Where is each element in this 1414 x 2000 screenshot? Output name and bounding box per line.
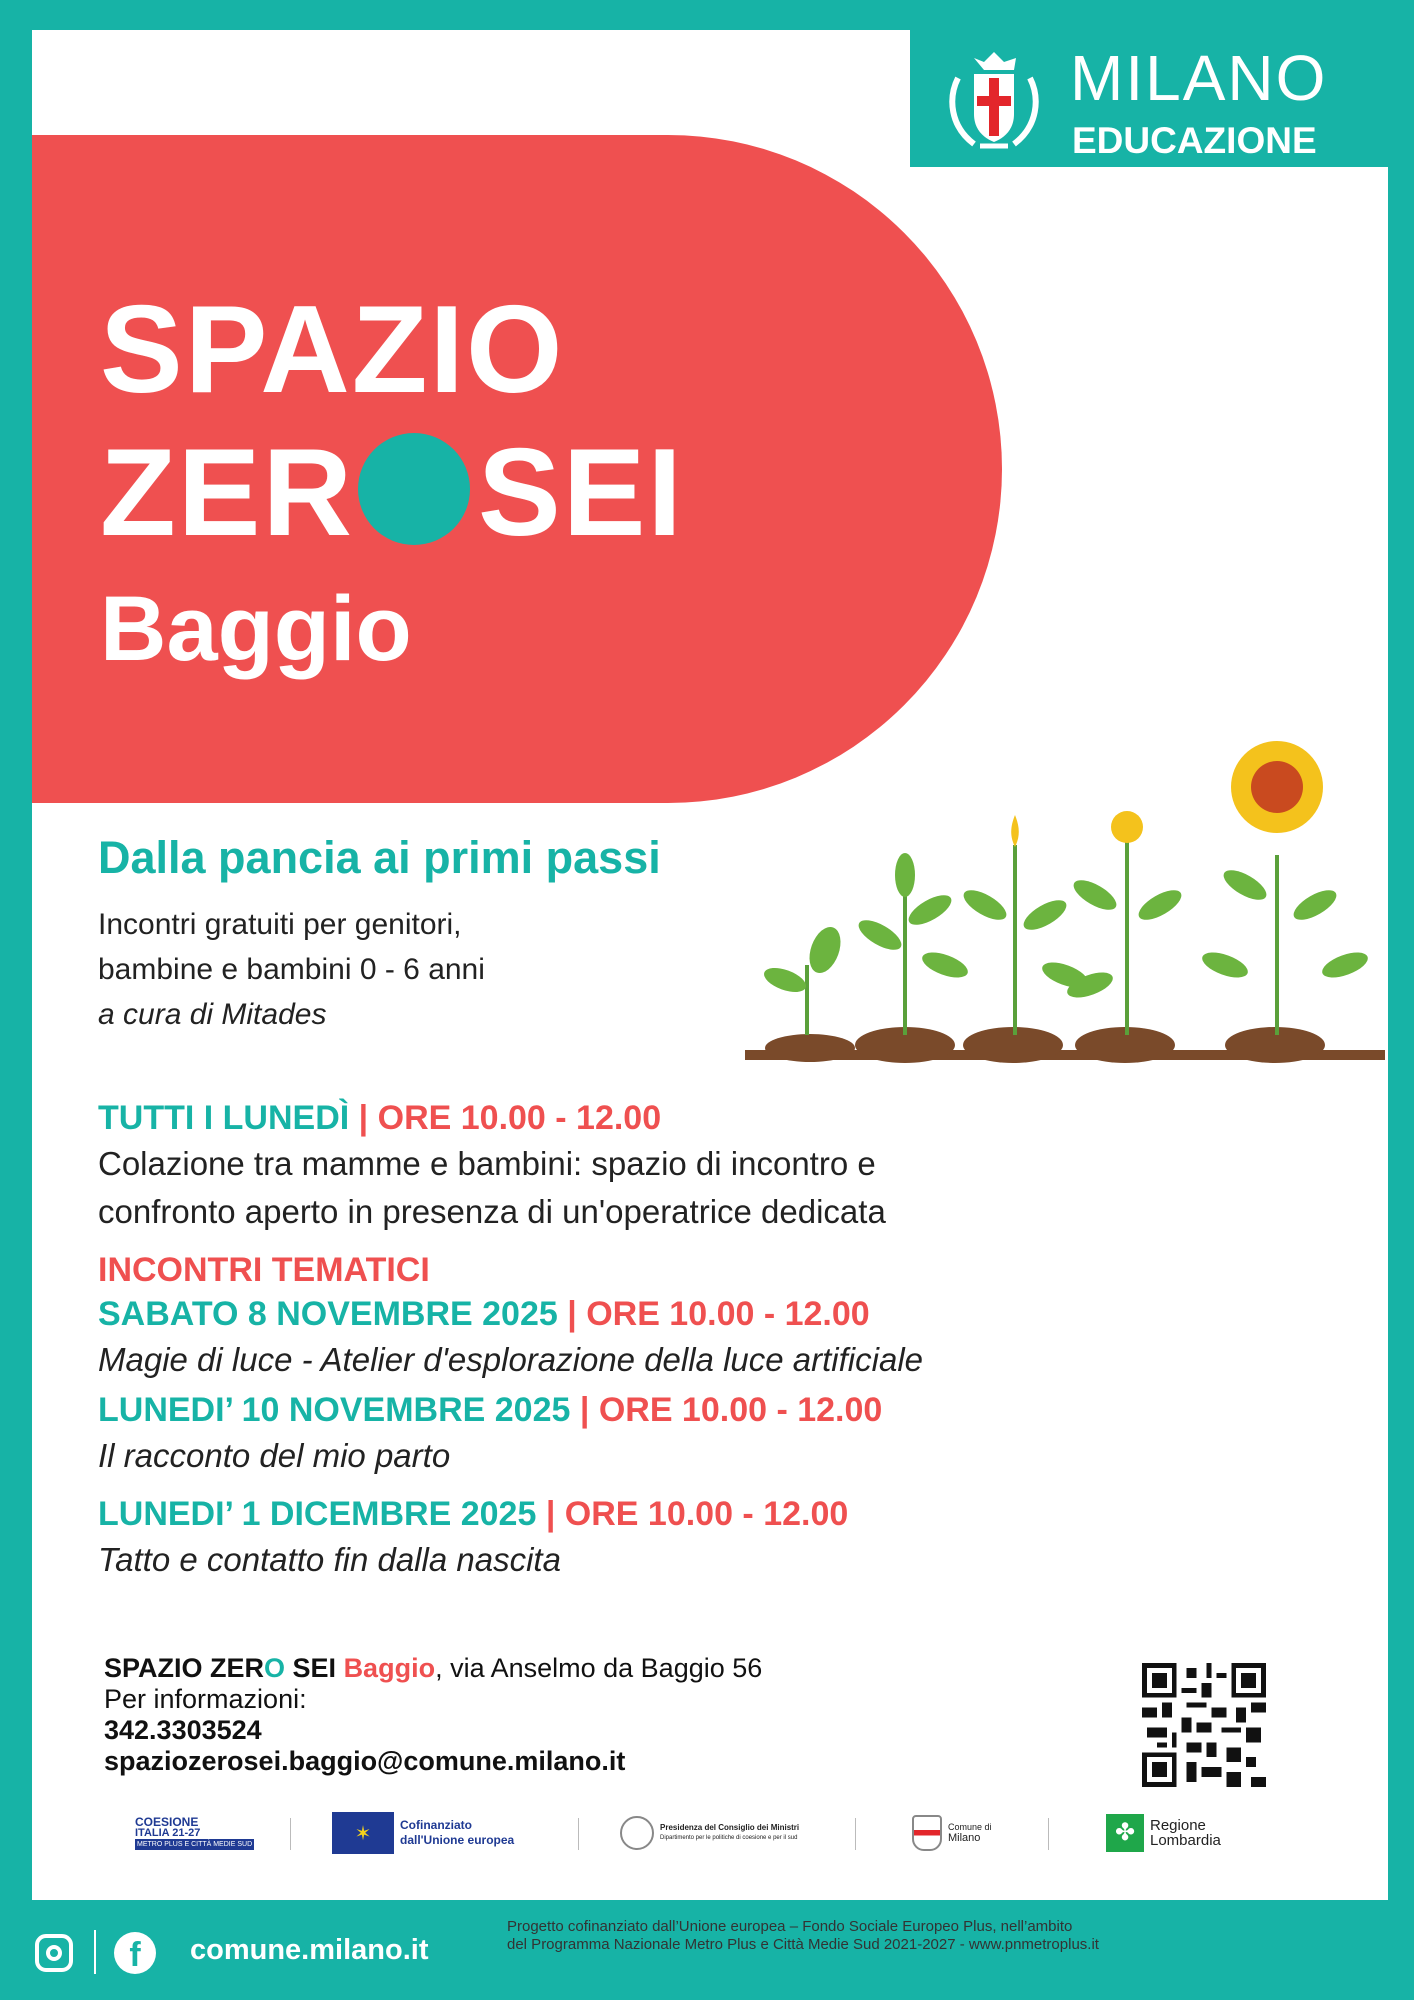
event-heading: [98, 1388, 1358, 1432]
separator: |: [358, 1099, 369, 1137]
event-date: SABATO 8 NOVEMBRE 2025: [98, 1295, 558, 1333]
facebook-icon[interactable]: f: [114, 1932, 156, 1974]
venue-name-baggio: Baggio: [343, 1653, 436, 1683]
venue-line: [104, 1653, 762, 1684]
thematic-title: INCONTRI TEMATICI: [98, 1251, 430, 1289]
logo-text: Lombardia: [1150, 1832, 1221, 1849]
event-title: Tatto e contatto fin dalla nascita: [98, 1541, 561, 1578]
logo-text: dall'Unione europea: [400, 1833, 515, 1847]
hero-o-dot-icon: [358, 433, 470, 545]
venue-address: , via Anselmo da Baggio 56: [435, 1653, 763, 1683]
regione-lombardia-icon: ✤: [1106, 1814, 1144, 1852]
italian-emblem-icon: [620, 1816, 654, 1850]
weekly-time: ORE 10.00 - 12.00: [377, 1099, 662, 1137]
logo-text: Regione: [1150, 1817, 1206, 1834]
intro-text: [98, 902, 485, 1037]
event-date: LUNEDI’ 10 NOVEMBRE 2025: [98, 1391, 571, 1429]
separator: |: [545, 1495, 556, 1533]
milano-crest-small-icon: [912, 1815, 942, 1851]
eu-cofinanziato-logo: [332, 1808, 514, 1858]
funding-note-line: Progetto cofinanziato dall’Unione europea – Fondo Sociale Europeo Plus, nell’ambito: [507, 1918, 1073, 1935]
event-time: ORE 10.00 - 12.00: [564, 1495, 849, 1533]
venue-name: SPAZIO ZER: [104, 1653, 265, 1683]
subtitle: Dalla pancia ai primi passi: [98, 832, 661, 883]
weekly-desc: confronto aperto in presenza di un'operatrice dedicata: [98, 1193, 886, 1230]
info-label: Per informazioni:: [104, 1684, 307, 1714]
logo-text: ITALIA 21-27: [135, 1826, 201, 1839]
logo-text: Comune di: [948, 1822, 992, 1832]
email-link[interactable]: spaziozerosei.baggio@comune.milano.it: [104, 1746, 626, 1776]
website-link[interactable]: comune.milano.it: [190, 1934, 429, 1966]
funding-note: [507, 1918, 1099, 1954]
logo-text: Cofinanziato: [400, 1818, 472, 1832]
milano-crest-icon: [944, 48, 1044, 152]
logo-text: METRO PLUS E CITTÀ MEDIE SUD: [137, 1840, 253, 1848]
regione-lombardia-logo: [1106, 1808, 1221, 1858]
intro-line: Incontri gratuiti per genitori,: [98, 908, 462, 941]
contact-info: [104, 1653, 762, 1777]
intro-curator: a cura di Mitades: [98, 998, 327, 1031]
venue-name-o: O: [264, 1653, 286, 1683]
partner-logos: [130, 1808, 1260, 1858]
event-time: ORE 10.00 - 12.00: [598, 1391, 883, 1429]
weekly-day: TUTTI I LUNEDÌ: [98, 1099, 350, 1137]
divider: [94, 1930, 96, 1974]
event-title: Il racconto del mio parto: [98, 1437, 451, 1474]
funding-note-line: del Programma Nazionale Metro Plus e Città Medie Sud 2021-2027 - www.pnmetroplus.it: [507, 1936, 1099, 1953]
logo-text: Dipartimento per le politiche di coesione e per il sud: [660, 1835, 798, 1841]
logo-text: Presidenza del Consiglio dei Ministri: [660, 1823, 800, 1832]
logo-text: Milano: [948, 1832, 981, 1844]
event-date: LUNEDI’ 1 DICEMBRE 2025: [98, 1495, 537, 1533]
event-heading: [98, 1492, 1358, 1536]
separator: |: [567, 1295, 577, 1333]
weekly-desc: Colazione tra mamme e bambini: spazio di incontro e: [98, 1145, 876, 1182]
comune-milano-logo: [912, 1808, 992, 1858]
hero-title-line2: [100, 424, 684, 562]
hero-sei: SEI: [478, 424, 684, 562]
event-heading: [98, 1292, 1358, 1336]
event-time: ORE 10.00 - 12.00: [586, 1295, 870, 1333]
event-title: Magie di luce - Atelier d'esplorazione della luce artificiale: [98, 1341, 923, 1378]
hero-zer: ZER: [100, 424, 354, 562]
presidenza-consiglio-logo: [620, 1808, 799, 1858]
divider: [855, 1818, 856, 1850]
divider: [290, 1818, 291, 1850]
milano-educazione-header: [910, 30, 1388, 167]
coesione-italia-logo: [135, 1808, 254, 1858]
hero-title-baggio: Baggio: [100, 578, 412, 680]
divider: [1048, 1818, 1049, 1850]
logo-text: COESIONE: [135, 1814, 199, 1829]
department-name: EDUCAZIONE: [1072, 120, 1317, 161]
city-name: MILANO: [1070, 42, 1328, 114]
venue-name-sei: SEI: [285, 1653, 344, 1683]
schedule-section: [98, 1096, 1358, 1584]
eu-flag-icon: ✶: [332, 1812, 394, 1854]
instagram-icon[interactable]: [35, 1934, 73, 1972]
intro-line: bambine e bambini 0 - 6 anni: [98, 953, 485, 986]
phone-number[interactable]: 342.3303524: [104, 1715, 262, 1745]
weekly-heading: [98, 1096, 1358, 1140]
hero-title-line1: SPAZIO: [100, 281, 565, 419]
divider: [578, 1818, 579, 1850]
growing-plants-illustration: [745, 735, 1385, 1065]
separator: |: [579, 1391, 590, 1429]
footer-social-bar: [0, 1900, 490, 2000]
qr-code-icon[interactable]: [1142, 1663, 1266, 1787]
